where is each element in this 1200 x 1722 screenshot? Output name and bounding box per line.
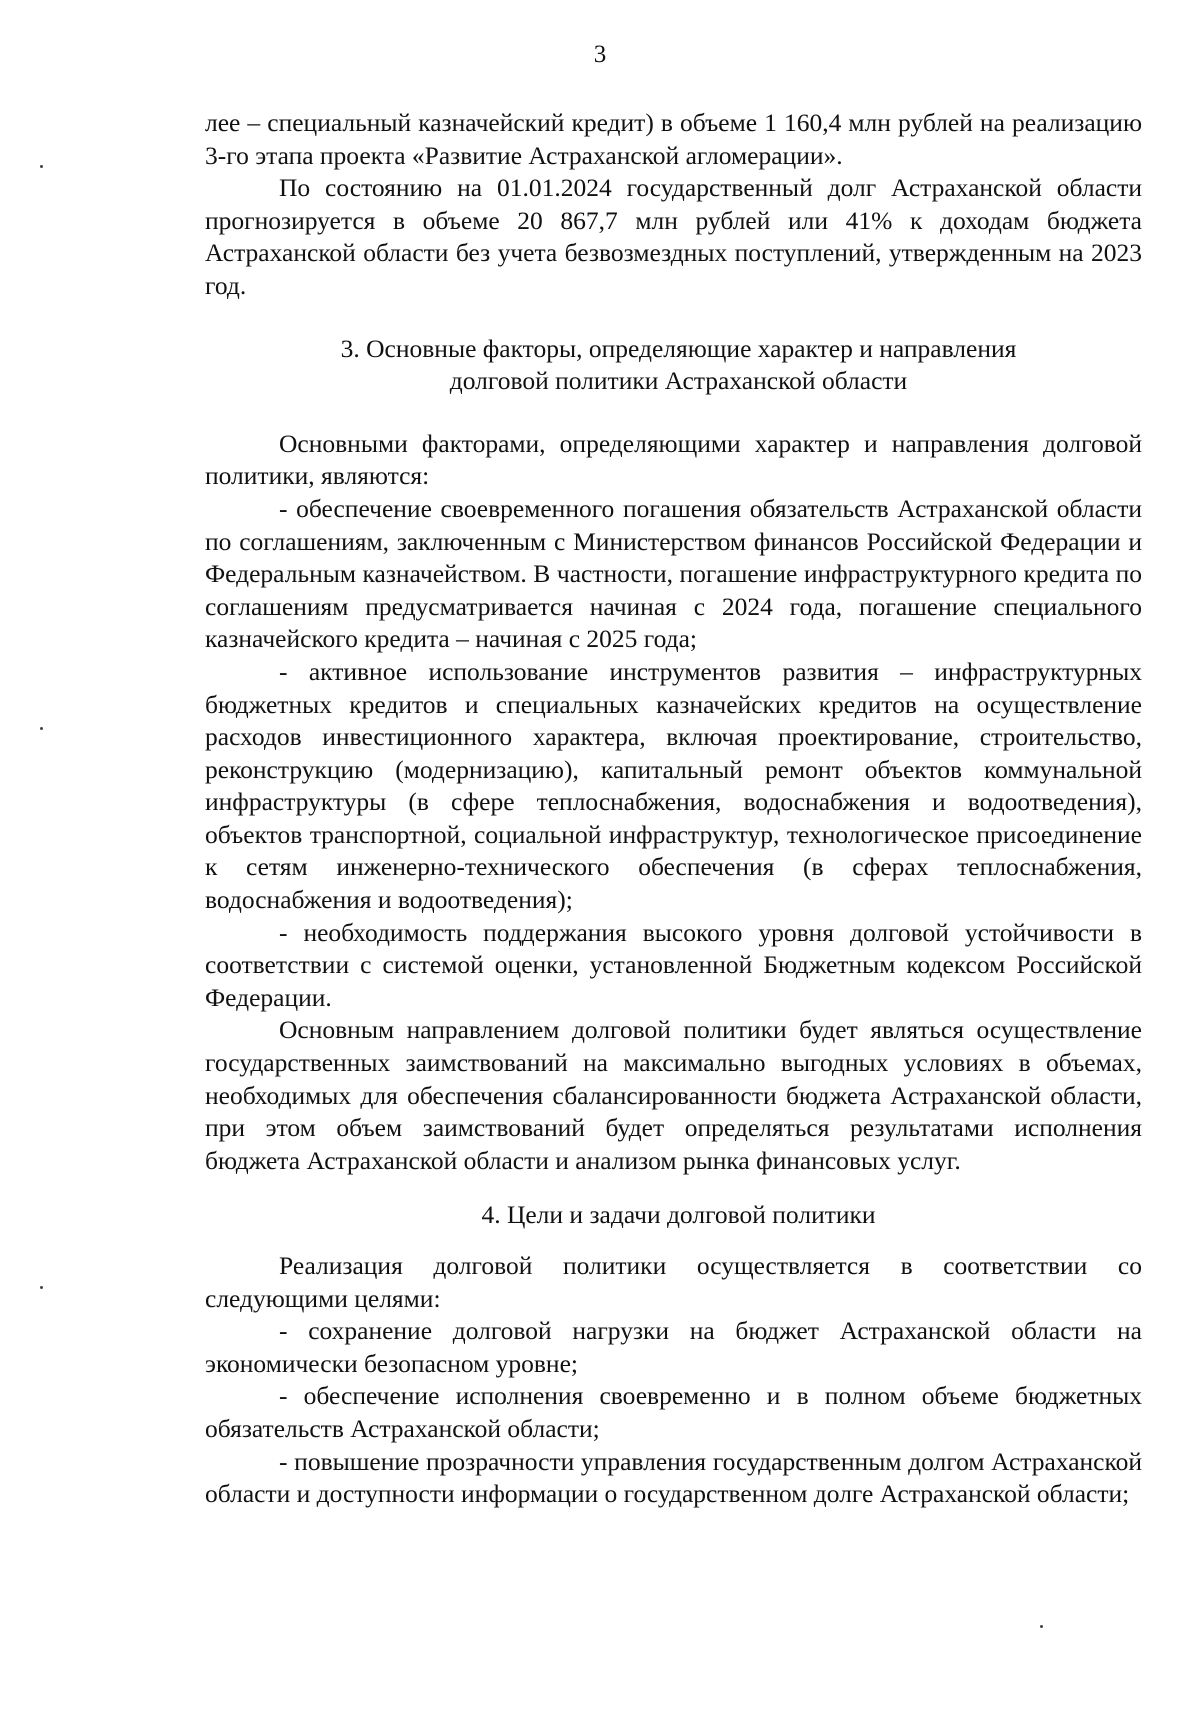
section-4-bullet: - повышение прозрачности управления государственным долгом Астраханской области и доступности информации о государственном долге Астраханской области; [205, 1446, 1142, 1509]
section-4-bullet: - обеспечение исполнения своевременно и в полном объеме бюджетных обязательств Астраханской области; [205, 1381, 1142, 1443]
page-number: 3 [593, 41, 607, 68]
scan-speck [1040, 1625, 1043, 1628]
scan-speck [40, 727, 43, 730]
scan-speck [40, 165, 43, 168]
section-3-heading [205, 333, 1142, 398]
section-4-intro: Реализация долговой политики осуществляется в соответствии со следующими целями: [205, 1251, 1142, 1313]
section-3-heading-line-2: долговой политики Астраханской области [449, 366, 908, 396]
intro-paragraph-continuation: лее – специальный казначейский кредит) в объеме 1 160,4 млн рублей на реализацию 3-го этапа проекта «Развитие Астраханской агломерации». [205, 108, 1142, 170]
section-4-heading-text: 4. Цели и задачи долговой политики [481, 1200, 876, 1230]
section-3-heading-line-1: 3. Основные факторы, определяющие характер и направления [340, 333, 1017, 363]
section-3-conclusion: Основным направлением долговой политики будет являться осуществление государственных заимствований на максимально выгодных условиях в объемах, необходимых для обеспечения сбалансированности бюджета Астраханской области, при этом объем заимствований будет определяться результатами исполнения бюджета Астраханской области и анализом рынка финансовых услуг. [205, 1015, 1142, 1175]
section-3-bullet: - необходимость поддержания высокого уровня долговой устойчивости в соответствии с системой оценки, установленной Бюджетным кодексом Российской Федерации. [205, 917, 1142, 1012]
section-4-heading [205, 1199, 1142, 1232]
section-3-intro: Основными факторами, определяющими характер и направления долговой политики, являются: [205, 428, 1142, 491]
intro-paragraph-debt: По состоянию на 01.01.2024 государственный долг Астраханской области прогнозируется в объеме 20 867,7 млн рублей или 41% к доходам бюджета Астраханской области без учета безвозмездных поступлений, утвержденным на 2023 год. [205, 173, 1142, 300]
document-body [205, 107, 1142, 1511]
section-4-bullet: - сохранение долговой нагрузки на бюджет Астраханской области на экономически безопасном уровне; [205, 1316, 1142, 1378]
section-3-bullet: - обеспечение своевременного погашения обязательств Астраханской области по соглашениям, заключенным с Министерством финансов Российской Федерации и Федеральным казначейством. В частности, погашение инфраструктурного кредита по соглашениям предусматривается начиная с 2024 года, погашение специального казначейского кредита – начиная с 2025 года; [205, 493, 1142, 654]
scan-speck [40, 1286, 43, 1289]
section-3-bullet: - активное использование инструментов развития – инфраструктурных бюджетных кредитов и специальных казначейских кредитов на осуществление расходов инвестиционного характера, включая проектирование, строительство, реконструкцию (модернизацию), капитальный ремонт объектов коммунальной инфраструктуры (в сфере теплоснабжения, водоснабжения и водоотведения), объектов транспортной, социальной инфраструктур, технологическое присоединение к сетям инженерно-технического обеспечения (в сферах теплоснабжения, водоснабжения и водоотведения); [205, 656, 1142, 915]
